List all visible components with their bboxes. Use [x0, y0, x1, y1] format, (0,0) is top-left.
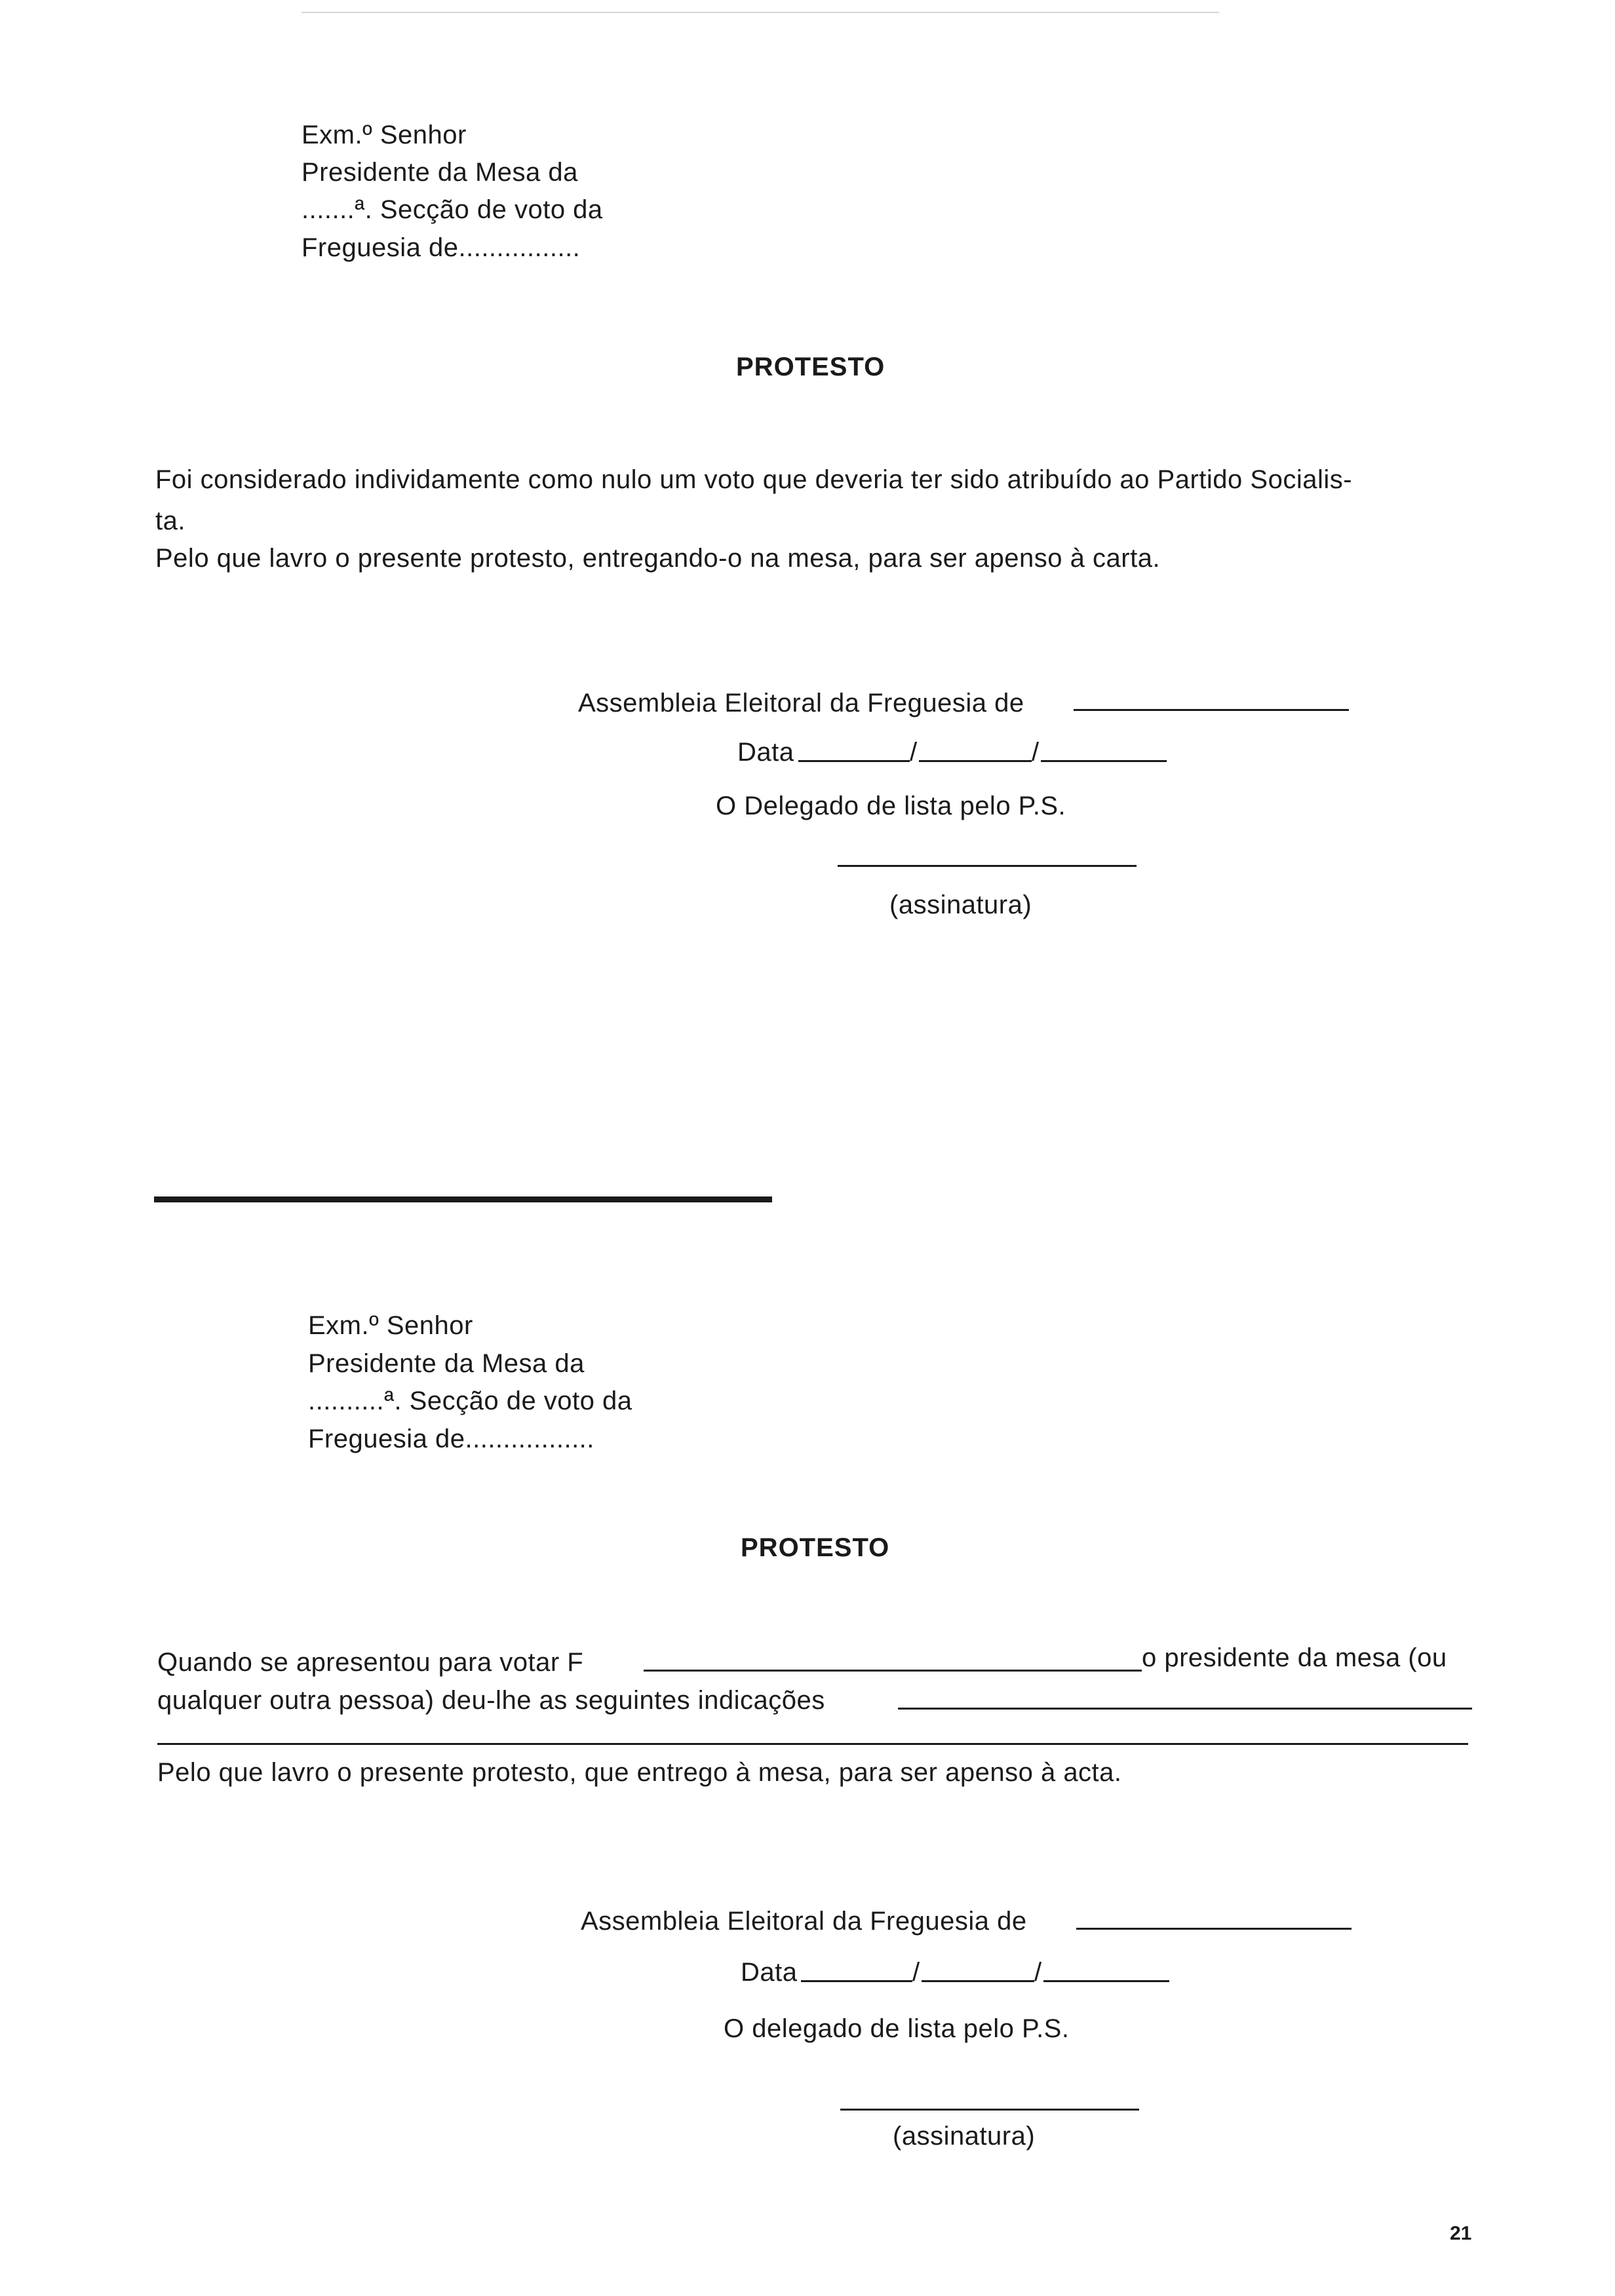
scan-artifact-top — [302, 12, 1219, 13]
protest-body-line: o presidente da mesa (ou — [1142, 1643, 1447, 1672]
assembly-blank-line[interactable] — [1074, 709, 1349, 711]
protest-title: PROTESTO — [741, 1533, 890, 1562]
signature-line[interactable] — [838, 865, 1137, 867]
assembly-blank-line[interactable] — [1076, 1928, 1352, 1930]
date-month-blank[interactable] — [922, 1980, 1034, 1982]
form-divider — [154, 1196, 772, 1202]
indications-blank-continued[interactable] — [157, 1743, 1468, 1745]
date-day-blank[interactable] — [798, 760, 910, 762]
address-salutation: Exm.º Senhor — [308, 1311, 473, 1340]
date-separator: / — [1034, 1958, 1042, 1987]
date-month-blank[interactable] — [919, 760, 1032, 762]
date-label: Data — [737, 738, 794, 767]
date-separator: / — [910, 738, 918, 767]
protest-body-line: Quando se apresentou para votar F — [157, 1648, 584, 1677]
protest-title: PROTESTO — [736, 353, 885, 381]
date-separator: / — [1032, 738, 1040, 767]
address-section: ..........ª. Secção de voto da — [308, 1387, 632, 1415]
address-president: Presidente da Mesa da — [308, 1349, 585, 1378]
date-label: Data — [741, 1958, 798, 1987]
date-year-blank[interactable] — [1041, 760, 1167, 762]
delegate-label: O Delegado de lista pelo P.S. — [716, 792, 1066, 820]
address-salutation: Exm.º Senhor — [302, 121, 467, 149]
address-parish: Freguesia de................ — [302, 233, 581, 262]
signature-line[interactable] — [840, 2109, 1139, 2111]
date-day-blank[interactable] — [801, 1980, 912, 1982]
address-section: .......ª. Secção de voto da — [302, 195, 603, 224]
protest-body-line: ta. — [155, 507, 185, 535]
signature-label: (assinatura) — [893, 2122, 1036, 2151]
assembly-label: Assembleia Eleitoral da Freguesia de — [578, 689, 1024, 718]
delegate-label: O delegado de lista pelo P.S. — [724, 2014, 1070, 2043]
address-parish: Freguesia de................. — [308, 1425, 594, 1453]
protest-body-line: Pelo que lavro o presente protesto, que entrego à mesa, para ser apenso à acta. — [157, 1758, 1122, 1787]
assembly-label: Assembleia Eleitoral da Freguesia de — [581, 1907, 1027, 1936]
protest-body-line: Pelo que lavro o presente protesto, entregando-o na mesa, para ser apenso à carta. — [155, 544, 1161, 573]
protest-body-line: Foi considerado individamente como nulo um voto que deveria ter sido atribuído ao Partido Socialis- — [155, 465, 1353, 494]
date-separator: / — [912, 1958, 920, 1987]
signature-label: (assinatura) — [889, 890, 1032, 919]
address-president: Presidente da Mesa da — [302, 158, 578, 187]
date-year-blank[interactable] — [1043, 1980, 1169, 1982]
protest-body-line: qualquer outra pessoa) deu-lhe as seguintes indicações — [157, 1686, 825, 1715]
indications-blank[interactable] — [898, 1708, 1472, 1710]
voter-name-blank[interactable] — [644, 1670, 1142, 1672]
page-number: 21 — [1450, 2223, 1472, 2244]
